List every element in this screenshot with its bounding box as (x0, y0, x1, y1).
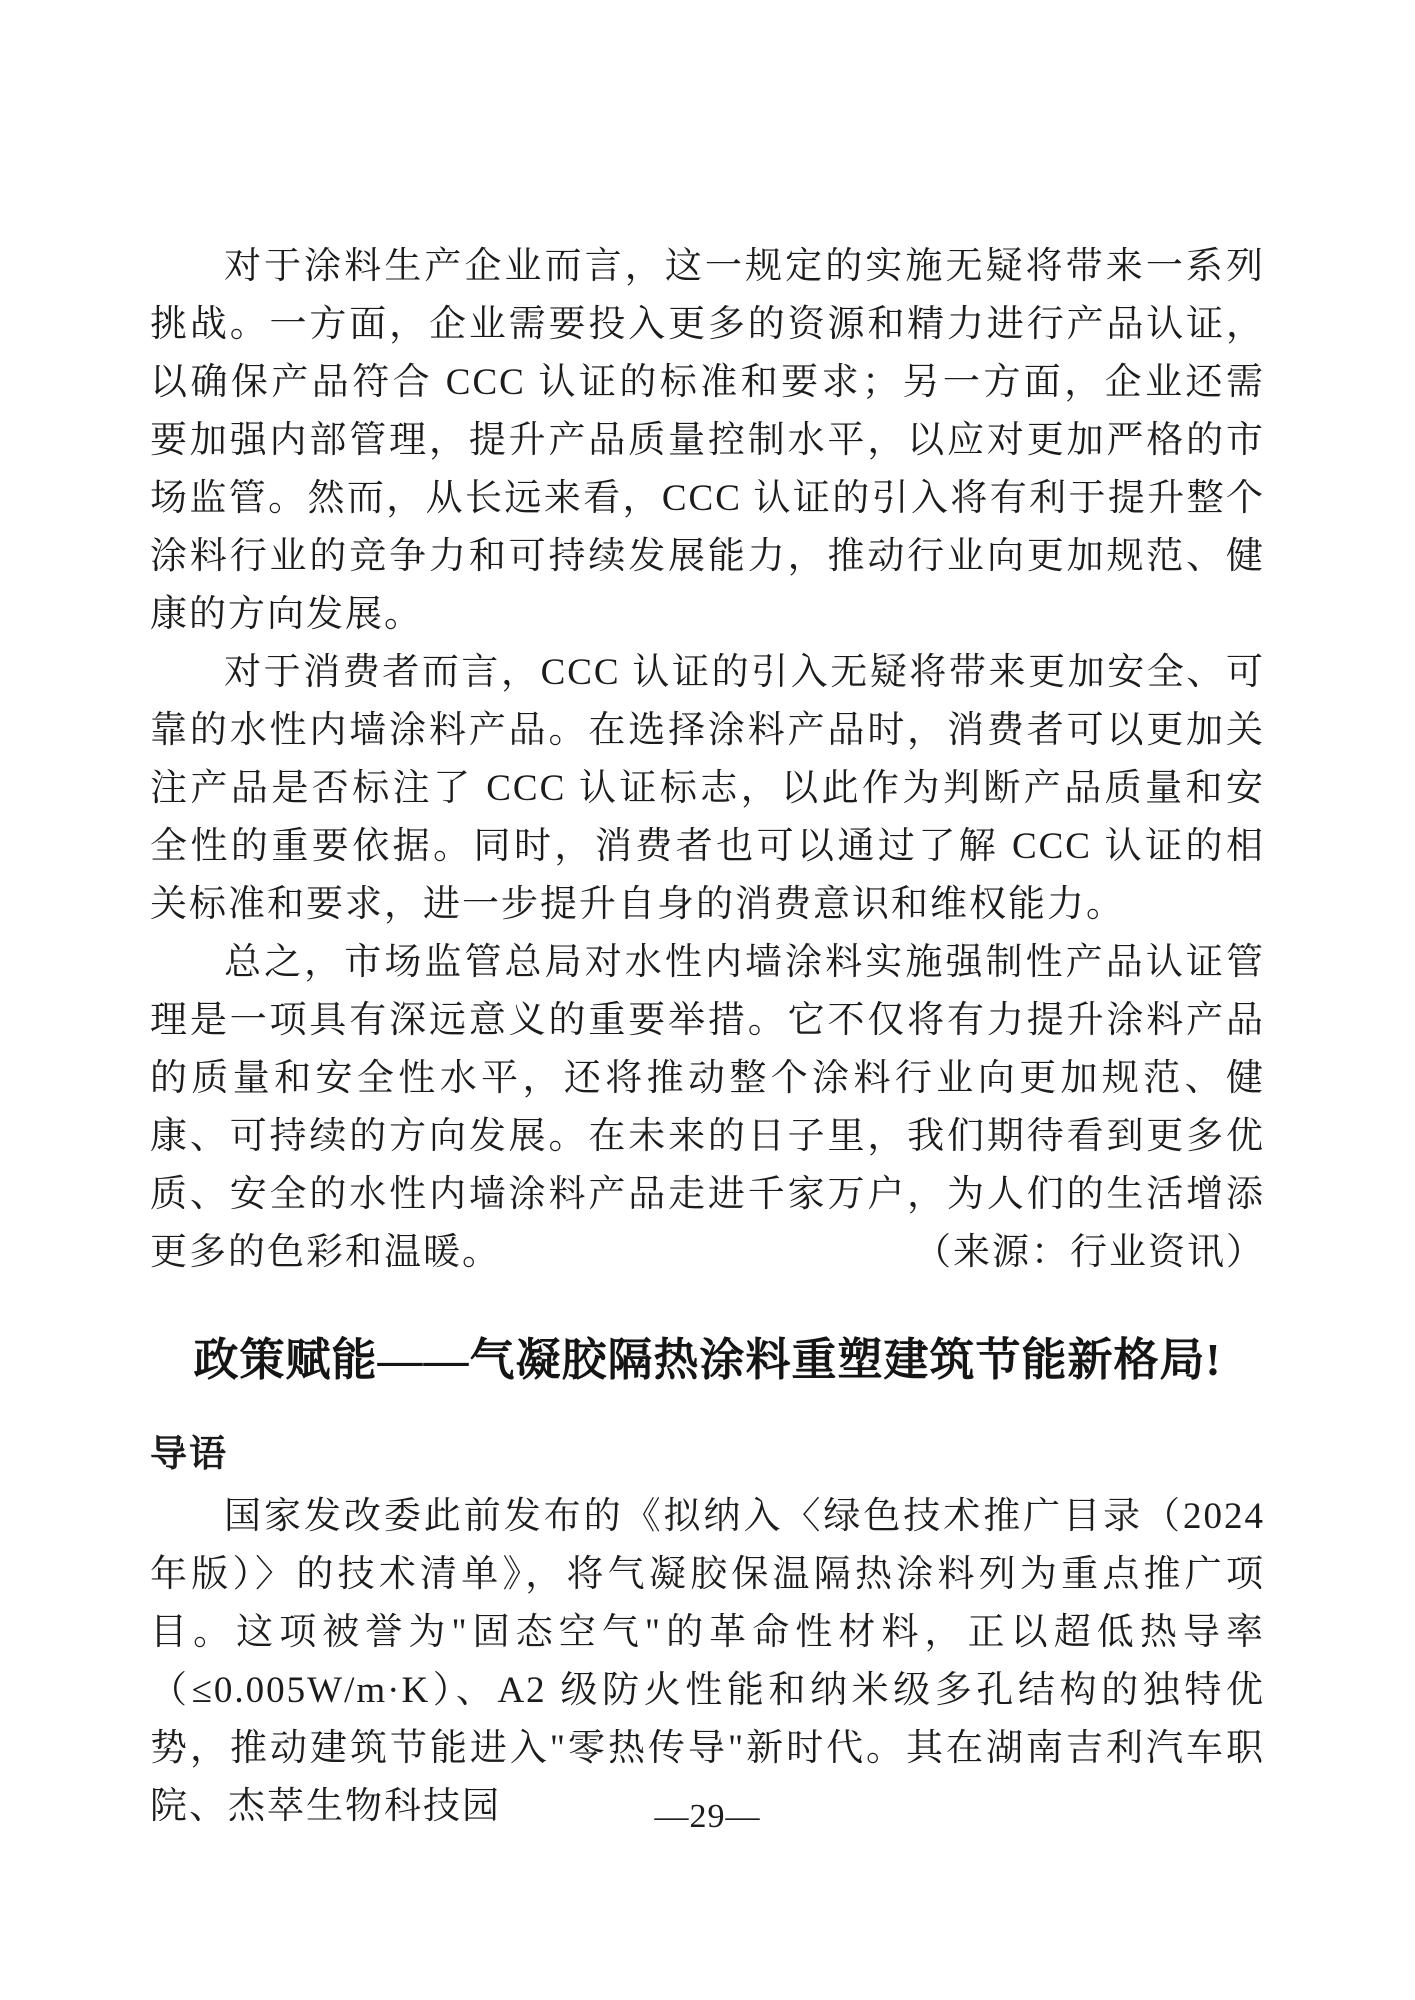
article-title: 政策赋能——气凝胶隔热涂料重塑建筑节能新格局! (193, 1335, 1222, 1385)
paragraph-conclusion (150, 934, 1265, 1282)
paragraph-conclusion-text: 总之，市场监管总局对水性内墙涂料实施强制性产品认证管理是一项具有深远意义的重要举措。它不仅将有力提升涂料产品的质量和安全性水平，还将推动整个涂料行业向更加规范、健康、可持续的方向发展。在未来的日子里，我们期待看到更多优质、安全的水性内墙涂料产品走进千家万户，为人们的生活增添更多的色彩和温暖。 (150, 942, 1265, 1273)
page-content (150, 238, 1265, 1836)
paragraph-enterprise-impact: 对于涂料生产企业而言，这一规定的实施无疑将带来一系列挑战。一方面，企业需要投入更多的资源和精力进行产品认证，以确保产品符合 CCC 认证的标准和要求；另一方面，企业还需要加强内部管理，提升产品质量控制水平，以应对更加严格的市场监管。然而，从长远来看，CCC 认证的引入将有利于提升整个涂料行业的竞争力和可持续发展能力，推动行业向更加规范、健康的方向发展。 (150, 246, 1265, 635)
source-attribution: （来源：行业资讯） (914, 1232, 1265, 1273)
page-number: —29— (654, 1798, 761, 1835)
paragraph-consumer-impact: 对于消费者而言，CCC 认证的引入无疑将带来更加安全、可靠的水性内墙涂料产品。在选择涂料产品时，消费者可以更加关注产品是否标注了 CCC 认证标志，以此作为判断产品质量和安全性的重要依据。同时，消费者也可以通过了解 CCC 认证的相关标准和要求，进一步提升自身的消费意识和维权能力。 (150, 652, 1265, 925)
lead-section-label: 导语 (150, 1434, 228, 1475)
paragraph-lead-intro: 国家发改委此前发布的《拟纳入〈绿色技术推广目录（2024 年版）〉的技术清单》，将气凝胶保温隔热涂料列为重点推广项目。这项被誉为"固态空气"的革命性材料，正以超低热导率（≤0.005W/m·K）、A2 级防火性能和纳米级多孔结构的独特优势，推动建筑节能进入"零热传导"新时代。其在湖南吉利汽车职院、杰萃生物科技园 (150, 1496, 1265, 1827)
